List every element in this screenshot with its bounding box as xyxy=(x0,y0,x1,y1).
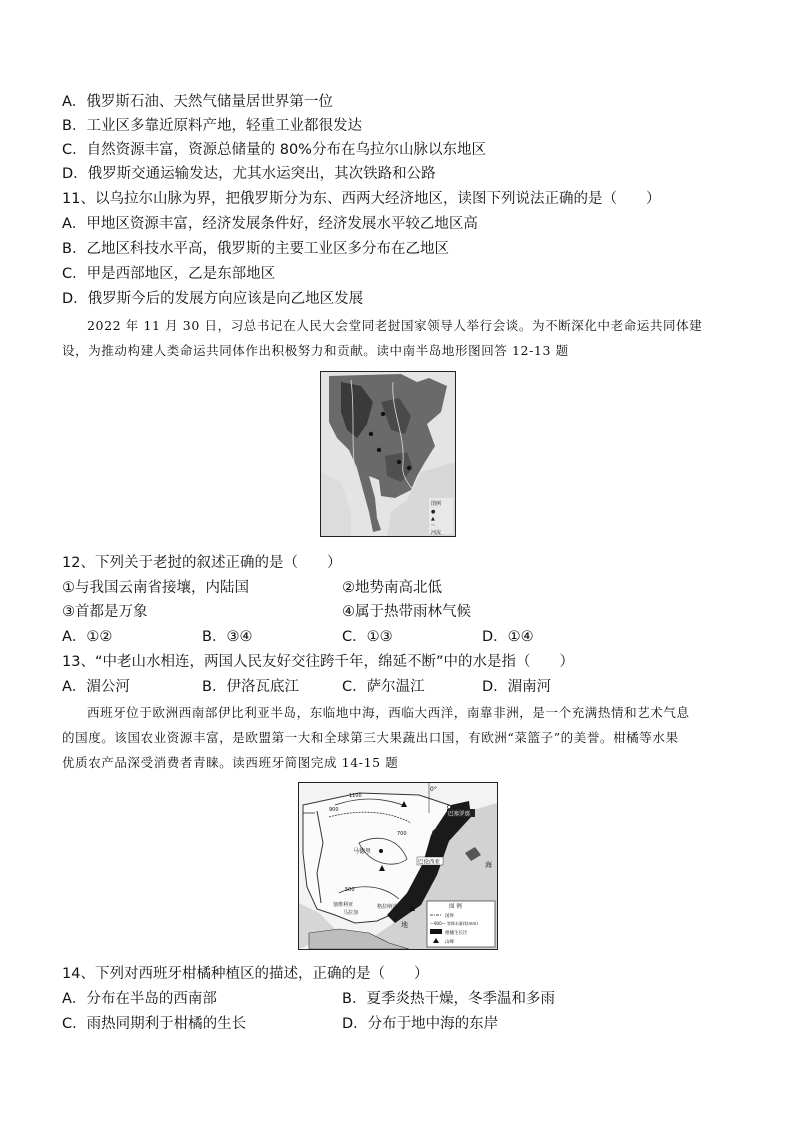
map2-city-granada: 格拉纳达 xyxy=(377,904,398,910)
map2-legend-citrus: 柑橘生长区 xyxy=(445,931,468,936)
q11-option-c: C．甲是西部地区，乙是东部地区 xyxy=(62,266,276,282)
spain-intro-line-3: 优质农产品深受消费者青睐。读西班牙简图完成 14-15 题 xyxy=(62,755,399,770)
q12-statement-4: ④属于热带雨林气候 xyxy=(342,604,471,620)
q10-option-a: A．俄罗斯石油、天然气储量居世界第一位 xyxy=(62,94,333,110)
map2-city-valencia: 巴伦西亚 xyxy=(418,859,441,866)
map2-sea-label-right: 海 xyxy=(485,861,492,869)
spain-map xyxy=(298,782,498,950)
map2-isohyet-900: 900 xyxy=(329,807,339,813)
q12-statement-2: ②地势南高北低 xyxy=(342,580,442,596)
laos-intro-paragraph xyxy=(62,313,742,363)
laos-intro-line-1: 2022 年 11 月 30 日，习总书记在人民大会堂同老挝国家领导人举行会谈。为不断深化中老命运共同体建 xyxy=(87,318,703,333)
q11-option-d: D．俄罗斯今后的发展方向应该是向乙地区发展 xyxy=(62,291,364,307)
map2-isohyet-500: 500 xyxy=(345,887,355,893)
q14-option-d: D．分布于地中海的东岸 xyxy=(342,1016,499,1032)
map2-isohyet-700: 700 xyxy=(397,831,407,837)
map2-legend-title: 图 例 xyxy=(449,904,462,910)
q14-option-b: B．夏季炎热干燥，冬季温和多雨 xyxy=(342,991,555,1007)
q10-option-b: B．工业区多靠近原料产地，轻重工业都很发达 xyxy=(62,118,362,134)
map1-legend-item-1: ● xyxy=(431,509,436,515)
laos-intro-line-2: 设，为推动构建人类命运共同体作出积极努力和贡献。读中南半岛地形图回答 12-13 题 xyxy=(62,343,569,358)
map1-legend-item-2: ▲ xyxy=(431,516,435,522)
map1-legend-item-3: ～ xyxy=(431,523,437,529)
spain-intro-line-2: 的国度。该国农业资源丰富，是欧盟第一大和全球第三大果蔬出口国，有欧洲“菜篮子”的美誉。柑橘等水果 xyxy=(62,730,679,745)
map2-city-barcelona: 巴塞罗那 xyxy=(448,811,471,818)
q12-option-d: D．①④ xyxy=(482,629,534,645)
q11-option-b: B．乙地区科技水平高，俄罗斯的主要工业区多分布在乙地区 xyxy=(62,241,449,257)
map2-city-seville: 塞维利亚 xyxy=(333,902,354,908)
map2-legend-peak: 山峰 xyxy=(445,940,454,945)
q10-option-d: D．俄罗斯交通运输发达，尤其水运突出，其次铁路和公路 xyxy=(62,166,436,182)
q10-option-c: C．自然资源丰富，资源总储量的 80%分布在乌拉尔山脉以东地区 xyxy=(62,142,486,158)
q13-option-c: C．萨尔温江 xyxy=(342,679,425,695)
q13-option-b: B．伊洛瓦底江 xyxy=(202,679,299,695)
indochina-map-drawing xyxy=(321,372,455,536)
spain-intro-line-1: 西班牙位于欧洲西南部伊比利亚半岛，东临地中海，西临大西洋，南靠非洲，是一个充满热情和艺术气息 xyxy=(87,705,690,720)
spain-map-drawing xyxy=(299,783,497,949)
q12-option-c: C．①③ xyxy=(342,629,393,645)
map2-isohyet-1100: 1100 xyxy=(349,793,362,799)
q13-option-a: A．湄公河 xyxy=(62,679,130,695)
q12-option-b: B．③④ xyxy=(202,629,253,645)
map2-legend-isohyet: —900— 等降水量线(mm) xyxy=(430,921,478,926)
map2-city-malaga: 马拉加 xyxy=(343,910,359,916)
q11-option-a: A．甲地区资源丰富，经济发展条件好，经济发展水平较乙地区高 xyxy=(62,216,478,232)
indochina-map xyxy=(320,371,456,537)
q12-statement-1: ①与我国云南省接壤，内陆国 xyxy=(62,580,249,596)
map1-legend-item-4: 河流 xyxy=(431,530,442,536)
q12-option-a: A．①② xyxy=(62,629,113,645)
q14-option-c: C．雨热同期利于柑橘的生长 xyxy=(62,1016,247,1032)
q14-option-a: A．分布在半岛的西南部 xyxy=(62,991,217,1007)
map2-longitude: 0° xyxy=(430,786,437,793)
q13-option-d: D．湄南河 xyxy=(482,679,552,695)
map1-legend-title: 图例 xyxy=(431,501,442,507)
q13-stem: 13、“中老山水相连，两国人民友好交往跨千年，绵延不断”中的水是指（ ） xyxy=(62,654,574,670)
q14-stem: 14、下列对西班牙柑橘种植区的描述，正确的是（ ） xyxy=(62,966,429,982)
map2-legend-border: 国界 xyxy=(445,914,454,919)
q12-statement-3: ③首都是万象 xyxy=(62,604,148,620)
q11-stem: 11、以乌拉尔山脉为界，把俄罗斯分为东、西两大经济地区，读图下列说法正确的是（ ） xyxy=(62,191,661,207)
map2-city-madrid: 马德里 xyxy=(353,848,372,855)
map2-sea-label-bottom: 地 xyxy=(401,921,408,929)
q12-stem: 12、下列关于老挝的叙述正确的是（ ） xyxy=(62,555,342,571)
spain-intro-paragraph xyxy=(62,700,742,775)
